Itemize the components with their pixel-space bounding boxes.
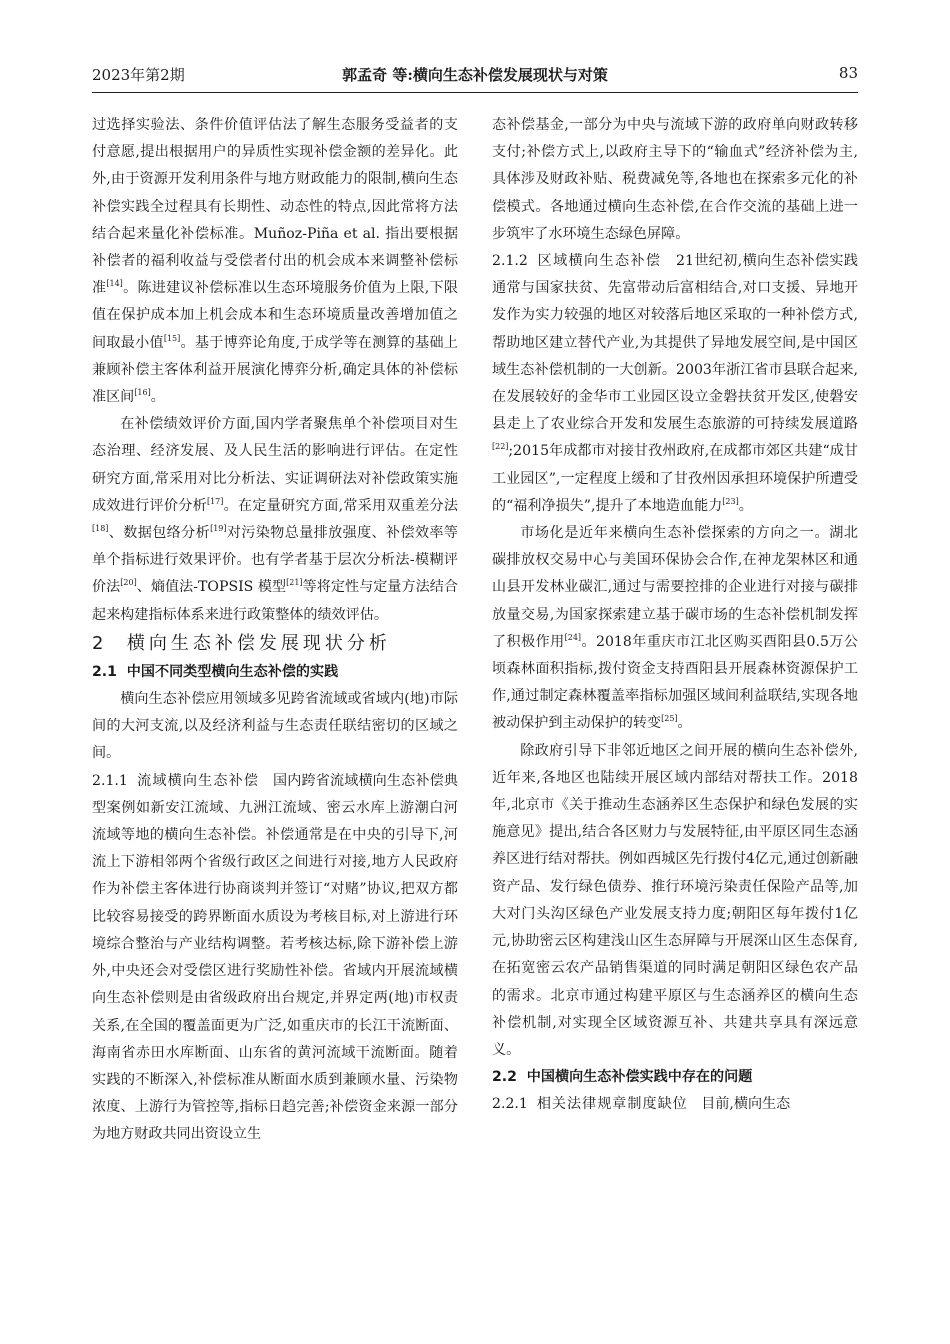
citation: [17] bbox=[206, 496, 224, 506]
citation: [21] bbox=[286, 578, 303, 588]
page-number: 83 bbox=[838, 64, 858, 82]
subsubsection-heading-2-1-1: 2.1.1 流域横向生态补偿 bbox=[92, 772, 260, 789]
section-heading-2: 2 横向生态补偿发展现状分析 bbox=[92, 632, 391, 654]
citation: [19] bbox=[210, 524, 227, 534]
paragraph-legal-gaps: 2.2.1 相关法律规章制度缺位 目前,横向生态 bbox=[492, 1096, 791, 1113]
subsection-heading-2-2: 2.2 中国横向生态补偿实践中存在的问题 bbox=[492, 1069, 753, 1086]
subsection-heading-2-1: 2.1 中国不同类型横向生态补偿的实践 bbox=[92, 663, 339, 680]
citation: [15] bbox=[163, 333, 181, 343]
paragraph-compensation-funds: 态补偿基金,一部分为中央与流域下游的政府单向财政转移支付;补偿方式上,以政府主导下的“输血式”经济补偿为主,具体涉及财政补贴、税费减免等,各地也在探索多元化的补偿模式。各地通过横向生态补偿,在合作交流的基础上进一步筑牢了水环境生态绿色屏障。 bbox=[492, 117, 858, 242]
paragraph-application-areas: 横向生态补偿应用领域多见跨省流域或省域内(地)市际间的大河支流,以及经济利益与生态责任联结密切的区域之间。 bbox=[92, 691, 458, 762]
paragraph-compensation-standard: 过选择实验法、条件价值评估法了解生态服务受益者的支付意愿,提出根据用户的异质性实现补偿金额的差异化。此外,由于资源开发利用条件与地方财政能力的限制,横向生态补偿实践全过程具有长期性、动态性的特点,因此常将方法结合起来量化补偿标准。Muñoz-Piña et al. 指出要根据补偿者的福利收益与受偿者付出的机会成本来调整补偿标准[14]。陈进建议补偿标准以生态环境服务价值为上限,下限值在保护成本加上机会成本和生态环境质量改善增加值之间取最小值[15]。基于博弈论角度,于成学等在测算的基础上兼顾补偿主客体利益开展演化博弈分析,确定具体的补偿标准区间[16]。 bbox=[92, 117, 459, 406]
subsubsection-heading-2-2-1: 2.2.1 相关法律规章制度缺位 bbox=[492, 1096, 688, 1113]
citation: [16] bbox=[134, 388, 151, 398]
paragraph-regional-compensation: 2.1.2 区域横向生态补偿 21世纪初,横向生态补偿实践通常与国家扶贫、先富带动后富相结合,对口支援、异地开发作为实力较强的地区对较落后地区采取的一种补偿方式,帮助地区建立替代产业,为其提供了异地发展空间,是中国区域生态补偿机制的一大创新。2003年浙江省市县联合起来,在发展较好的金华市工业园区设立金磐扶贫开发区,使磐安县走上了农业综合开发和发展生态旅游的可持续发展道路[22];2015年成都市对接甘孜州政府,在成都市郊区共建“成甘工业园区”,一定程度上缓和了甘孜州因承担环境保护所遭受的“福利净损失”,提升了本地造血能力[23]。 bbox=[492, 253, 859, 514]
running-title: 郭孟奇 等:横向生态补偿发展现状与对策 bbox=[342, 66, 608, 84]
paragraph-basin-compensation: 2.1.1 流域横向生态补偿 国内跨省流域横向生态补偿典型案例如新安江流域、九洲江流域、密云水库上游潮白河流域等地的横向生态补偿。补偿通常是在中央的引导下,河流上下游相邻两个省级行政区之间进行对接,地方人民政府作为补偿主客体进行协商谈判并签订“对赌”协议,把双方都比较容易接受的跨界断面水质设为考核目标,对上游进行环境综合整治与产业结构调整。若考核达标,除下游补偿上游外,中央还会对受偿区进行奖励性补偿。省域内开展流域横向生态补偿则是由省级政府出台规定,并界定两(地)市权责关系,在全国的覆盖面更为广泛,如重庆市的长江干流断面、海南省赤田水库断面、山东省的黄河流域干流断面。随着实践的不断深入,补偿标准从断面水质到兼顾水量、污染物浓度、上游行为管控等,指标日趋完善;补偿资金来源一部分为地方财政共同出资设立生 bbox=[92, 772, 458, 1143]
citation: [20] bbox=[120, 578, 137, 588]
right-column bbox=[492, 112, 858, 1119]
citation: [23] bbox=[722, 496, 739, 506]
citation: [22] bbox=[492, 442, 509, 452]
journal-issue: 2023年第2期 bbox=[92, 66, 185, 84]
citation: [18] bbox=[92, 524, 109, 534]
citation: [14] bbox=[106, 279, 123, 289]
paragraph-marketization: 市场化是近年来横向生态补偿探索的方向之一。湖北碳排放权交易中心与美国环保协会合作,在神龙架林区和通山县开发林业碳汇,通过与需要控排的企业进行对接与碳排放量交易,为国家探索建立基于碳市场的生态补偿机制发挥了积极作用[24]。2018年重庆市江北区购买酉阳县0.5万公顷森林面积指标,拨付资金支持酉阳县开展森林资源保护工作,通过制定森林覆盖率指标加强区域间利益联结,实现各地被动保护到主动保护的转变[25]。 bbox=[492, 525, 859, 732]
citation: [25] bbox=[661, 714, 678, 724]
citation: [24] bbox=[564, 632, 582, 642]
running-header bbox=[92, 58, 858, 93]
subsubsection-heading-2-1-2: 2.1.2 区域横向生态补偿 bbox=[492, 253, 662, 270]
paragraph-performance-evaluation: 在补偿绩效评价方面,国内学者聚焦单个补偿项目对生态治理、经济发展、及人民生活的影响进行评估。在定性研究方面,常采用对比分析法、实证调研法对补偿政策实施成效进行评价分析[17]。在定量研究方面,常采用双重差分法[18]、数据包络分析[19]对污染物总量排放强度、补偿效率等单个指标进行效果评价。也有学者基于层次分析法-模糊评价法[20]、熵值法-TOPSIS 模型[21]等将定性与定量方法结合起来构建指标体系来进行政策整体的绩效评估。 bbox=[92, 416, 459, 623]
left-column bbox=[92, 112, 458, 1149]
paragraph-paired-assistance: 除政府引导下非邻近地区之间开展的横向生态补偿外,近年来,各地区也陆续开展区域内部结对帮扶工作。2018年,北京市《关于推动生态涵养区生态保护和绿色发展的实施意见》提出,结合各区财力与发展特征,由平原区同生态涵养区进行结对帮扶。例如西城区先行拨付4亿元,通过创新融资产品、发行绿色债券、推行环境污染责任保险产品等,加大对门头沟区绿色产业发展支持力度;朝阳区每年拨付1亿元,协助密云区构建浅山区生态屏障与开展深山区生态保育,在拓宽密云农产品销售渠道的同时满足朝阳区绿色农产品的需求。北京市通过构建平原区与生态涵养区的横向生态补偿机制,对实现全区域资源互补、共建共享具有深远意义。 bbox=[492, 742, 858, 1058]
